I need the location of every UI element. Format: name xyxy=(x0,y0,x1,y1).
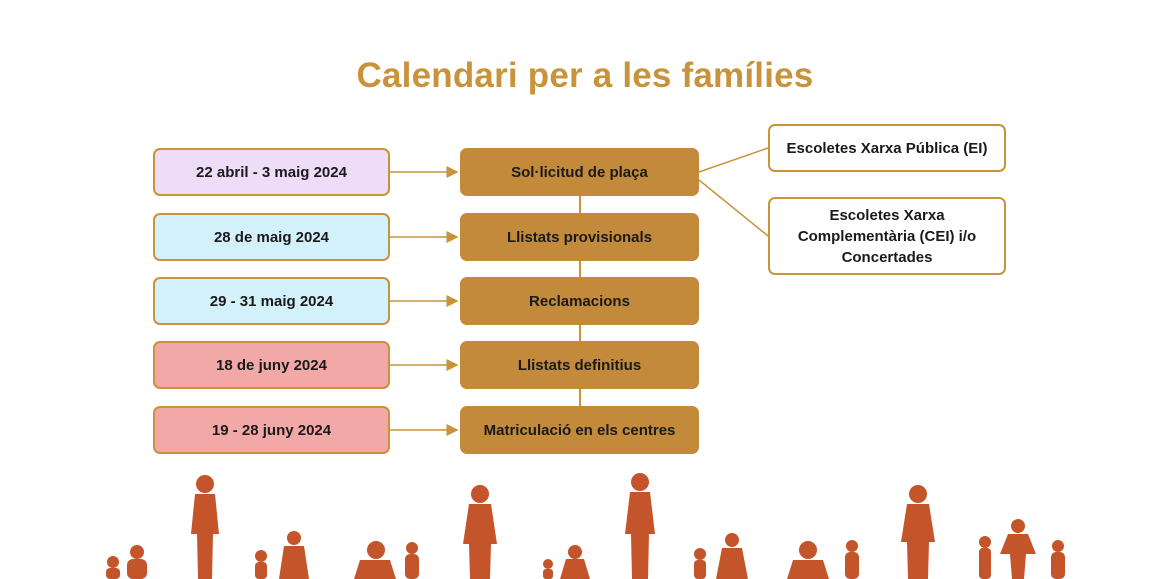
date-box-2: 28 de maig 2024 xyxy=(153,213,390,261)
branch-line-bottom xyxy=(699,180,768,236)
step-box-5: Matriculació en els centres xyxy=(460,406,699,454)
step-box-3: Reclamacions xyxy=(460,277,699,325)
date-box-4: 18 de juny 2024 xyxy=(153,341,390,389)
branch-box-public: Escoletes Xarxa Pública (EI) xyxy=(768,124,1006,172)
step-box-1: Sol·licitud de plaça xyxy=(460,148,699,196)
step-box-2: Llistats provisionals xyxy=(460,213,699,261)
date-box-5: 19 - 28 juny 2024 xyxy=(153,406,390,454)
date-box-1: 22 abril - 3 maig 2024 xyxy=(153,148,390,196)
step-box-4: Llistats definitius xyxy=(460,341,699,389)
date-box-3: 29 - 31 maig 2024 xyxy=(153,277,390,325)
family-silhouettes-illustration xyxy=(0,470,1170,579)
page-title: Calendari per a les famílies xyxy=(356,56,814,95)
branch-line-top xyxy=(699,148,768,172)
branch-box-complementary: Escoletes Xarxa Complementària (CEI) i/o Concertades xyxy=(768,197,1006,275)
